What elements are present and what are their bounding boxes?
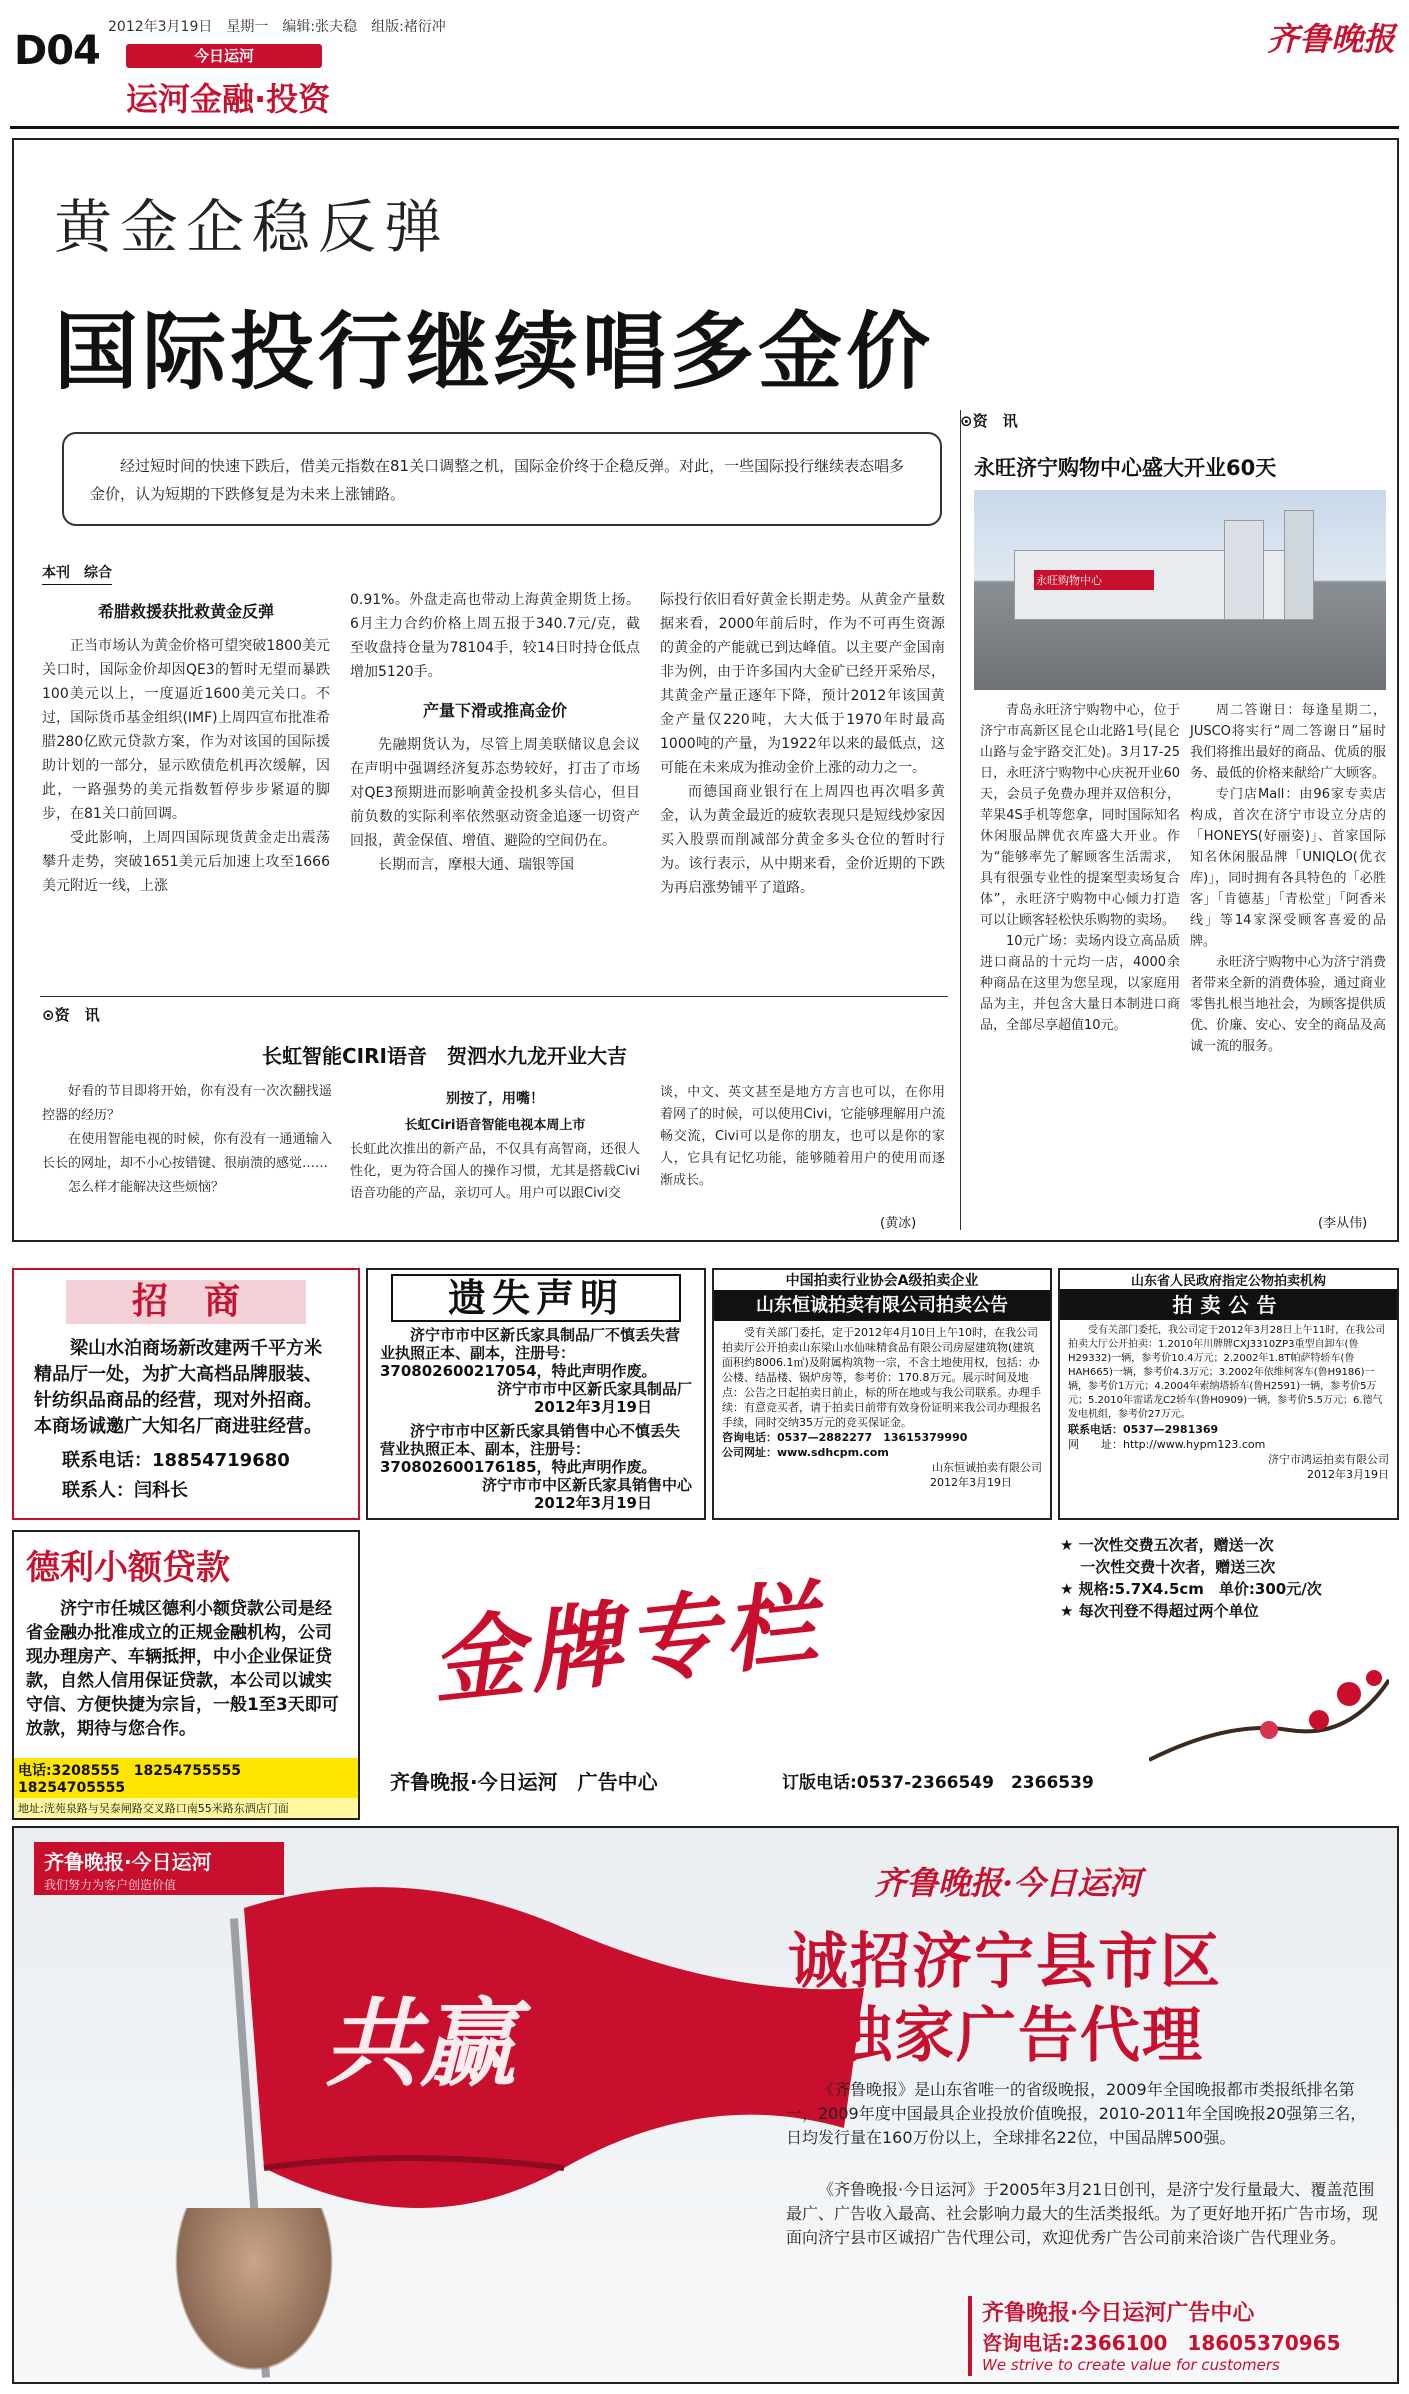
paragraph: 长期而言，摩根大通、瑞银等国 xyxy=(378,857,574,873)
rule-item: ★ 一次性交费五次者，赠送一次 xyxy=(1060,1536,1274,1554)
notice-date: 2012年3月19日 xyxy=(533,1494,652,1512)
subhead-1: 希腊救援获批救黄金反弹 xyxy=(97,602,274,621)
ad-auction-hongyun xyxy=(1058,1268,1399,1520)
changhong-column-1 xyxy=(42,1080,332,1200)
mall-sign: 永旺购物中心 xyxy=(1036,574,1102,587)
paragraph: 青岛永旺济宁购物中心，位于济宁市高新区昆仑山北路1号(昆仑山路与金宇路交汇处)。3月17-25日，永旺济宁购物中心庆祝开业60天，会员子免费办理并双倍积分，苹果4S手机等您拿，同时国际知名休闲服品牌优衣库盛大开业。作为“能够率先了解顾客生活需求，具有很强专业性的提案型卖场复合体”，永旺济宁购物中心倾力打造可以让顾客轻松快乐购物的卖场。 xyxy=(980,703,1180,928)
paragraph: 谈，中文、英文甚至是地方方言也可以，在你用着网了的时候，可以使用Civi，它能够理解用户流畅交流，Civi可以是你的朋友，也可以是你的家人，它具有记忆功能，能够随着用户的使用而逐渐成长。 xyxy=(660,1085,945,1188)
summary-text: 经过短时间的快速下跌后，借美元指数在81关口调整之机，国际金价终于企稳反弹。对此，一些国际投行继续表态唱多金价，认为短期的下跌修复是为未来上涨铺路。 xyxy=(90,457,905,503)
red-flag xyxy=(244,1868,864,2228)
mall-column-2 xyxy=(1190,700,1386,1057)
ad-web: 公司网址：www.sdhcpm.com xyxy=(722,1446,889,1459)
ad-address: 地址:洸苑泉路与吴泰闸路交叉路口南55米路东酒店门面 xyxy=(14,1798,358,1818)
changhong-column-2 xyxy=(350,1088,640,1205)
subhead-2: 产量下滑或推高金价 xyxy=(422,701,567,720)
paragraph: 怎么样才能解决这些烦恼？ xyxy=(68,1180,225,1195)
ad-body: 济宁市任城区德利小额贷款公司是经省金融办批准成立的正规金融机构，公司现办理房产、车辆抵押，中小企业保证贷款，自然人信用保证贷款，本公司以诚实守信、方便快捷为宗旨，一般1至3天即可放款，期待与您合作。 xyxy=(26,1599,339,1739)
ad-agent-recruit xyxy=(12,1826,1399,2384)
changhong-byline: (黄冰) xyxy=(880,1216,917,1231)
flag-text: 共赢 xyxy=(324,1987,516,2100)
section-title: 运河金融·投资 xyxy=(126,80,331,118)
paragraph: 际投行依旧看好黄金长期走势。从黄金产量数据来看，2000年前后时，作为不可再生资源的黄金的产能就已到达峰值。以主要产金国南非为例，由于许多国内大金矿已经开采殆尽，其黄金产量正逐年下降，预计2012年该国黄金产量仅220吨，大大低于1970年时最高1000吨的产量，为1922年以来的最低点，这可能在未来成为推动金价上涨的动力之一。 xyxy=(660,592,945,776)
notice-date: 2012年3月19日 xyxy=(533,1398,652,1416)
mall-column-1 xyxy=(980,700,1180,1036)
changhong-tag: ⊙资 讯 xyxy=(42,1006,100,1024)
paragraph: 而德国商业银行在上周四也再次唱多黄金，认为黄金最近的疲软表现只是短线炒家因买入股票而削减部分黄金多头仓位的暂时行为。该行表示，从中期来看，金价近期的下跌为再启涨势铺平了道路。 xyxy=(660,784,945,896)
mall-photo xyxy=(974,490,1386,690)
changhong-rule xyxy=(40,996,948,997)
article-column-1 xyxy=(42,585,330,898)
footer-org: 齐鲁晚报·今日运河广告中心 xyxy=(982,2301,1255,2326)
notice-text: 济宁市市中区新氏家具制品厂不慎丢失营业执照正本、副本，注册号：370802600217054，特此声明作废。 xyxy=(380,1326,681,1380)
paragraph: 周二答谢日：每逢星期二，JUSCO将实行“周二答谢日”届时我们将推出最好的商品、优质的服务、最低的价格来献给广大顾客。 xyxy=(1190,703,1386,781)
ad-contact: 咨询电话：0537—2882277 13615379990 xyxy=(722,1431,968,1444)
footer-phone: 咨询电话:2366100 18605370965 xyxy=(982,2331,1341,2355)
ad-phones: 电话:3208555 18254755555 18254705555 xyxy=(14,1758,358,1798)
paragraph: 0.91%。外盘走高也带动上海黄金期货上扬。6月主力合约价格上周五报于340.7元/克，截至收盘持仓量为78104手，较14日时持仓低点增加5120手。 xyxy=(350,592,640,680)
changhong-subhead: 别按了，用嘴！ xyxy=(446,1091,544,1107)
ad-header: 中国拍卖行业协会A级拍卖企业 xyxy=(714,1270,1050,1291)
date-line: 2012年3月19日 星期一 编辑:张夫稳 组版:褚衍冲 xyxy=(108,19,446,35)
recruit-brand: 齐鲁晚报·今日运河 xyxy=(874,1864,1142,1902)
recruit-para-1: 《齐鲁晚报》是山东省唯一的省级晚报，2009年全国晚报都市类报纸排名第一，2009年度中国最具企业投放价值晚报，2010-2011年全国晚报20强第三名，日均发行量在160万份以上，全球排名22位，中国品牌500强。 xyxy=(786,2080,1367,2147)
paragraph: 专门店Mall：由96家专卖店构成，首次在济宁市设立分店的「HONEYS(好丽姿)」、首家国际知名休闲服品牌「UNIQLO(优衣库)」，同时拥有各具特色的「必胜客」「肯德基」「青松堂」「阿香米线」等14家深受顾客喜爱的品牌。 xyxy=(1190,787,1386,949)
plum-branch xyxy=(1149,1660,1389,1770)
ad-title: 遗失声明 xyxy=(391,1274,681,1322)
ad-contact: 联系人：闫科长 xyxy=(62,1480,188,1501)
header-rule xyxy=(10,126,1399,129)
ad-lost-notice xyxy=(366,1268,706,1520)
paragraph: 先融期货认为，尽管上周美联储议息会议在声明中强调经济复苏态势较好，打击了市场对QE3预期进而影响黄金投机多头信心，但目前负数的实际利率依然驱动资金追逐一切资产回报，黄金保值、增值、避险的空间仍在。 xyxy=(350,737,640,849)
gold-phone: 订版电话:0537-2366549 2366539 xyxy=(782,1773,1094,1793)
gold-org: 齐鲁晚报·今日运河 广告中心 xyxy=(390,1770,658,1794)
headline-kicker: 黄金企稳反弹 xyxy=(54,193,451,261)
article-column-2 xyxy=(350,588,640,877)
page-number: D04 xyxy=(14,28,100,74)
ad-body: 受有关部门委托，定于2012年4月10日上午10时，在我公司拍卖厅公开拍卖山东梁山水仙味精食品有限公司房屋建筑物(建筑面积约8006.1㎡)及附属构筑物一宗，不含土地使用权，包括：办公楼、结晶楼、锅炉房等，参考价：170.8万元。展示时间及地点：公告之日起拍卖日前止，标的所在地或与我公司联系。办理手续：有意竞买者，请于拍卖日前带有效身份证明来我公司办理报名手续，同时交纳35万元的竞买保证金。 xyxy=(722,1326,1041,1429)
recruit-slogan: 我们努力为客户创造价值 xyxy=(34,1874,284,1895)
column-divider xyxy=(960,410,961,1230)
ad-web: 网 址：http://www.hypm123.com xyxy=(1068,1438,1266,1451)
ad-gold-column xyxy=(370,1530,1399,1820)
ad-date: 2012年3月19日 xyxy=(930,1476,1012,1489)
paragraph: 在使用智能电视的时候，你有没有一通通输入长长的网址，却不小心按错键、很崩溃的感觉…… xyxy=(42,1132,332,1171)
changhong-title: 长虹智能CIRI语音 贺泗水九龙开业大吉 xyxy=(262,1044,627,1068)
notice-text: 济宁市市中区新氏家具销售中心不慎丢失营业执照正本、副本，注册号：370802600176185，特此声明作废。 xyxy=(380,1422,681,1476)
ad-title: 山东恒诚拍卖有限公司拍卖公告 xyxy=(714,1291,1050,1321)
ad-contact: 联系电话：0537—2981369 xyxy=(1068,1423,1219,1436)
ad-title: 德利小额贷款 xyxy=(26,1548,230,1588)
gold-calligraphy: 金牌专栏 xyxy=(426,1568,828,1718)
recruit-para-2: 《齐鲁晚报·今日运河》于2005年3月21日创刊，是济宁发行量最大、覆盖范围最广、广告收入最高、社会影响力最大的生活类报纸。为了更好地开拓广告市场，现面向济宁县市区诚招广告代理公司，欢迎优秀广告公司前来洽谈广告代理业务。 xyxy=(786,2180,1379,2247)
mall-byline: (李从伟) xyxy=(1318,1216,1368,1231)
paragraph: 好看的节目即将开始，你有没有一次次翻找遥控器的经历？ xyxy=(42,1084,332,1123)
gold-rules xyxy=(1060,1534,1322,1622)
paragraph: 10元广场：卖场内设立高品质进口商品的十元均一店，4000余种商品在这里为您呈现，以家庭用品为主，并包含大量日本制进口商品，全部尽享超值10元。 xyxy=(980,934,1180,1033)
recruit-title-2: 独家广告代理 xyxy=(832,2001,1204,2071)
ad-date: 2012年3月19日 xyxy=(1307,1468,1389,1481)
rule-item: ★ 规格:5.7X4.5cm 单价:300元/次 xyxy=(1060,1580,1322,1598)
paragraph: 长虹此次推出的新产品，不仅具有高智商，还很人性化，更为符合国人的操作习惯，尤其是搭载Civi语音功能的产品，亲切可人。用户可以跟Civi交 xyxy=(350,1142,640,1201)
hands-illustration xyxy=(164,2208,344,2384)
paragraph: 受此影响，上周四国际现货黄金走出震荡攀升走势，突破1651美元后加速上攻至1666美元附近一线，上涨 xyxy=(42,830,330,894)
notice-sign: 济宁市市中区新氏家具销售中心 xyxy=(481,1476,692,1494)
mall-title: 永旺济宁购物中心盛大开业60天 xyxy=(974,456,1277,480)
ad-sign: 山东恒诚拍卖有限公司 xyxy=(932,1461,1042,1474)
mall-tag: ⊙资 讯 xyxy=(960,412,1018,430)
ad-loan xyxy=(12,1530,360,1820)
brand-logo: 齐鲁晚报 xyxy=(1266,20,1395,58)
byline: 本刊 综合 xyxy=(42,562,112,585)
headline-title: 国际投行继续唱多金价 xyxy=(54,303,935,401)
rule-item: 一次性交费十次者，赠送三次 xyxy=(1080,1558,1276,1576)
recruit-logo: 齐鲁晚报·今日运河 xyxy=(34,1842,284,1879)
ad-header: 山东省人民政府指定公物拍卖机构 xyxy=(1060,1270,1397,1290)
ad-recruit-merchants xyxy=(12,1268,360,1520)
notice-sign: 济宁市市中区新氏家具制品厂 xyxy=(496,1380,692,1398)
summary-box xyxy=(62,432,942,526)
ad-auction-hengcheng xyxy=(712,1268,1052,1520)
ad-body: 受有关部门委托，我公司定于2012年3月28日上午11时，在我公司拍卖大厅公开拍卖：1.2010年川牌牌CXJ3310ZP3重型自卸车(鲁H29332)一辆，参考价10.4万元；2.2002年1.8T帕萨特轿车(鲁HAH665)一辆，参考价4.3万元；3.2002年依维柯客车(鲁H9186)一辆，参考价1万元；4.2004年索纳塔轿车(鲁H2591)一辆，参考价5万元；5.2010年雷诺龙C2轿车(鲁H0909)一辆，参考价5.5万元；6.德气发电机组，参考价27万元。 xyxy=(1068,1325,1386,1420)
ad-title: 招 商 xyxy=(66,1280,306,1324)
section-tag: 今日运河 xyxy=(126,44,322,68)
ad-sign: 济宁市鸿运拍卖有限公司 xyxy=(1268,1453,1389,1466)
recruit-title-1: 诚招济宁县市区 xyxy=(788,1927,1222,1997)
ad-body: 梁山水泊商场新改建两千平方米精品厅一处，为扩大高档品牌服装、针纺织品商品的经营，现对外招商。本商场诚邀广大知名厂商进驻经营。 xyxy=(34,1338,322,1437)
article-column-3 xyxy=(660,588,945,900)
changhong-subhead-2: 长虹Ciri语音智能电视本周上市 xyxy=(404,1118,586,1133)
ad-title: 拍卖公告 xyxy=(1060,1290,1397,1320)
rule-item: ★ 每次刊登不得超过两个单位 xyxy=(1060,1602,1259,1620)
ad-phone: 联系电话：18854719680 xyxy=(62,1450,290,1471)
recruit-footer xyxy=(968,2296,1388,2376)
footer-english: We strive to create value for customers xyxy=(982,2356,1280,2374)
paragraph: 永旺济宁购物中心为济宁消费者带来全新的消费体验，通过商业零售扎根当地社会，为顾客提供质优、价廉、安心、安全的商品及高诚一流的服务。 xyxy=(1190,955,1386,1054)
changhong-column-3 xyxy=(660,1082,945,1192)
paragraph: 正当市场认为黄金价格可望突破1800美元关口时，国际金价却因QE3的暂时无望而暴跌100美元以上，一度逼近1600美元关口。不过，国际货币基金组织(IMF)上周四宣布批准希腊280亿欧元贷款方案，作为对该国的国际援助计划的一部分，显示欧债危机再次缓解，因此，一路强势的美元指数暂停步步紧逼的脚步，在81关口前回调。 xyxy=(42,638,330,822)
